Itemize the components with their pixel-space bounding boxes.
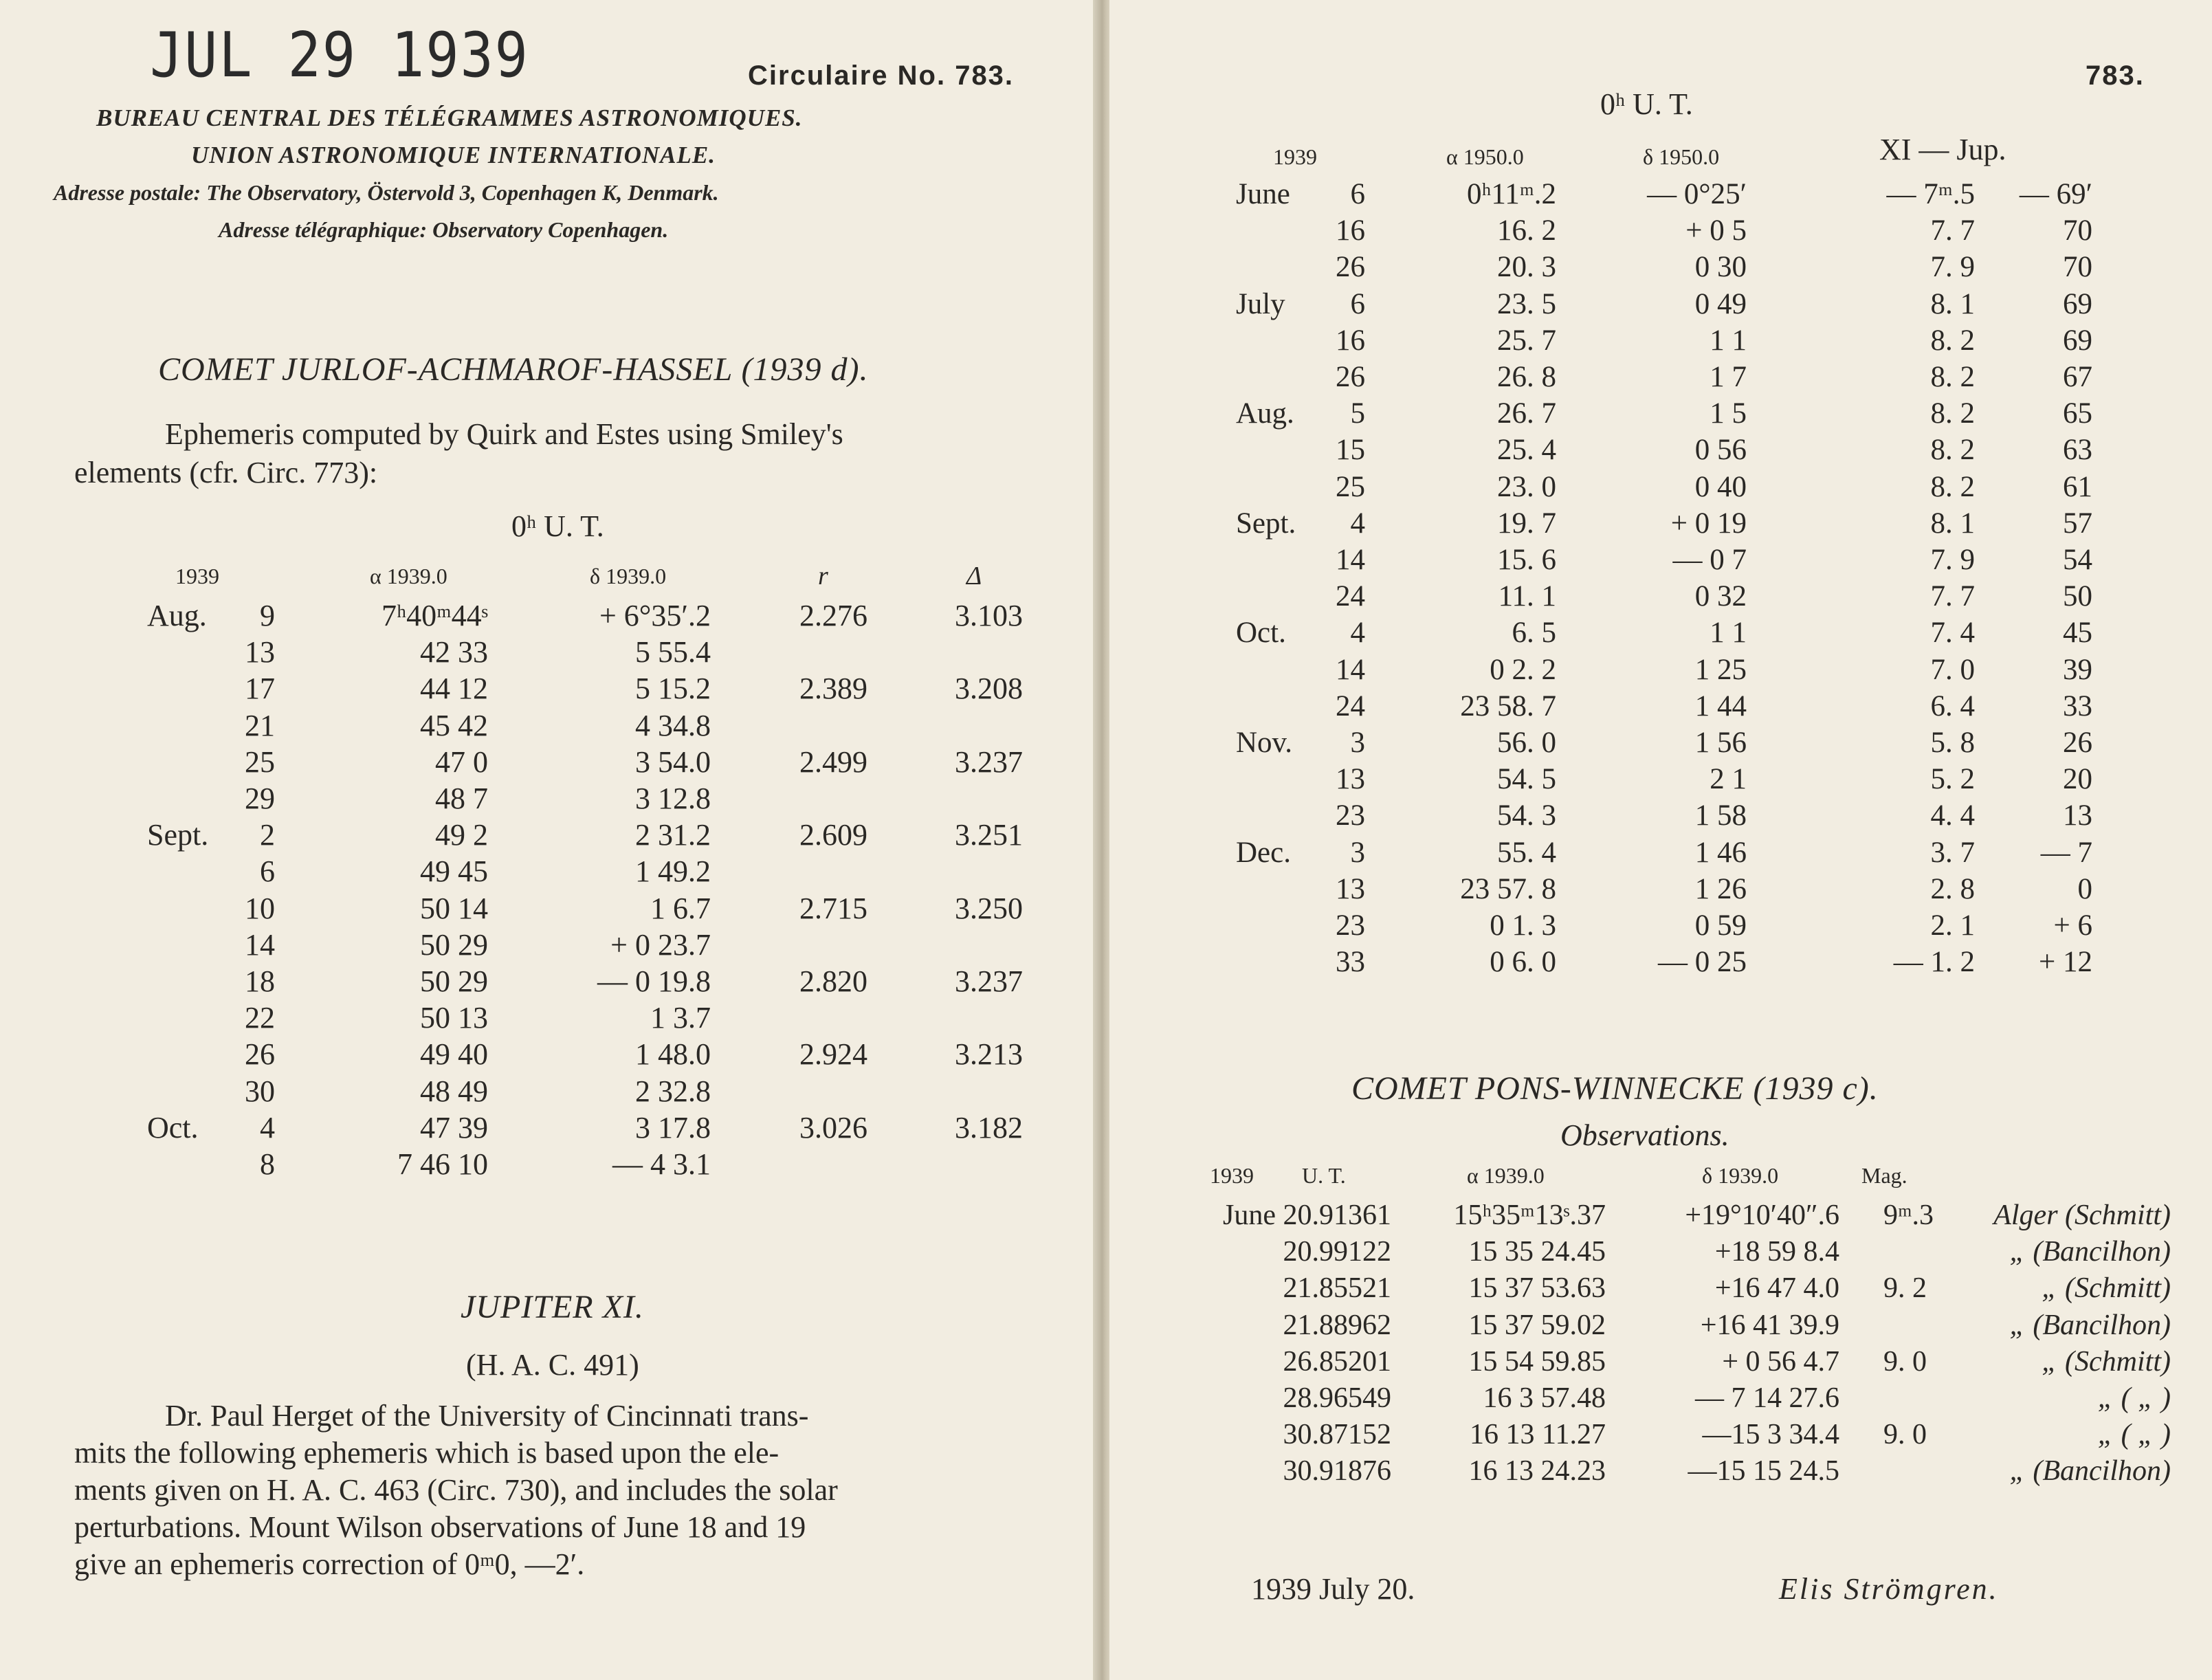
ephemeris-cell-ra: 49 2	[435, 818, 488, 852]
ephemeris-cell-ra: 48 7	[435, 782, 488, 815]
paragraph-line: Dr. Paul Herget of the University of Cincinnati trans-	[165, 1399, 809, 1433]
jupiter-ephemeris-cell-ra: 0 2. 2	[1490, 653, 1556, 686]
column-header-delta: Δ	[966, 562, 982, 590]
jupiter-ephemeris-cell-day: 14	[1336, 544, 1365, 576]
ephemeris-cell-ra: 50 13	[420, 1001, 488, 1035]
jupiter-ephemeris-cell-xi-ra: 7. 7	[1930, 580, 1975, 613]
jupiter-ephemeris-cell-dec: 1 5	[1710, 397, 1747, 430]
jupiter-ephemeris-cell-xi-dec: 69	[2063, 287, 2092, 320]
observation-cell-dec: —15 15 24.5	[1688, 1455, 1839, 1488]
ephemeris-cell-ra: 42 33	[420, 635, 488, 670]
jupiter-ephemeris-cell-dec: 0 49	[1694, 287, 1747, 320]
ephemeris-cell-ra: 45 42	[420, 708, 488, 742]
observation-cell-dec: +19°10′40″.6	[1685, 1200, 1839, 1231]
jupiter-ephemeris-cell-ra: 19. 7	[1497, 507, 1556, 540]
jupiter-ephemeris-cell-ra: 25. 4	[1497, 434, 1556, 467]
jupiter-ephemeris-cell-xi-ra: — 7ᵐ.5	[1886, 178, 1975, 210]
intro-line: elements (cfr. Circ. 773):	[74, 456, 378, 489]
observation-cell-observer: „ (Bancilhon)	[2009, 1309, 2171, 1341]
ephemeris-cell-ra: 47 39	[420, 1110, 488, 1145]
hac-reference: (H. A. C. 491)	[466, 1348, 639, 1382]
ephemeris-cell-ra: 7 46 10	[397, 1147, 488, 1181]
ephemeris-cell-day: 14	[245, 927, 275, 962]
obs-header-year: 1939	[1210, 1163, 1254, 1188]
jupiter-ephemeris-cell-xi-dec: + 12	[2038, 946, 2092, 979]
ephemeris-cell-dec: — 4 3.1	[612, 1147, 711, 1181]
jupiter-ephemeris-cell-xi-ra: 7. 9	[1930, 544, 1975, 576]
ephemeris-cell-ra: 50 29	[420, 927, 488, 962]
ephemeris-cell-day: 25	[245, 744, 275, 779]
jupiter-ephemeris-cell-day: 25	[1336, 470, 1365, 503]
jupiter-ephemeris-cell-dec: — 0 7	[1672, 544, 1747, 576]
observation-cell-observer: „ ( „ )	[2097, 1419, 2171, 1451]
jupiter-ephemeris-cell-xi-dec: 26	[2063, 727, 2092, 759]
ephemeris-cell-delta: 3.251	[955, 818, 1023, 852]
jupiter-ephemeris-cell-xi-dec: 57	[2063, 507, 2092, 540]
jupiter-ephemeris-cell-xi-dec: 13	[2063, 799, 2092, 832]
jupiter-ephemeris-cell-month: Aug.	[1236, 397, 1294, 430]
right-page	[1109, 0, 2212, 1680]
jupiter-ephemeris-cell-day: 26	[1336, 361, 1365, 393]
jupiter-ephemeris-cell-xi-dec: 39	[2063, 653, 2092, 686]
date-stamp: JUL 29 1939	[150, 19, 529, 91]
circular-number: Circulaire No. 783.	[748, 60, 1015, 91]
jupiter-ephemeris-cell-dec: 0 40	[1694, 470, 1747, 503]
observation-cell-ra: 15 37 53.63	[1468, 1272, 1606, 1305]
observation-cell-observer: „ (Schmitt)	[2042, 1345, 2171, 1378]
ephemeris-cell-dec: 5 15.2	[635, 672, 711, 706]
column-header-xi-jup: XI — Jup.	[1879, 133, 2006, 166]
jupiter-ephemeris-cell-dec: 2 1	[1710, 763, 1747, 796]
jupiter-ephemeris-cell-xi-dec: — 7	[2040, 836, 2092, 869]
ephemeris-cell-r: 2.820	[799, 964, 867, 998]
jupiter-title: JUPITER XI.	[461, 1289, 644, 1325]
jupiter-ephemeris-cell-ra: 11. 1	[1498, 580, 1556, 613]
jupiter-ephemeris-cell-month: Nov.	[1236, 727, 1293, 759]
paragraph-line: give an ephemeris correction of 0ᵐ0, —2′.	[74, 1547, 585, 1581]
ephemeris-cell-ra: 49 45	[420, 854, 488, 889]
jupiter-ephemeris-cell-xi-ra: 5. 8	[1930, 727, 1975, 759]
ephemeris-cell-ra: 50 14	[420, 891, 488, 925]
ephemeris-cell-dec: 1 3.7	[650, 1001, 711, 1035]
jupiter-ephemeris-cell-xi-ra: 6. 4	[1930, 689, 1975, 722]
jupiter-ephemeris-cell-dec: 0 59	[1694, 909, 1747, 942]
jupiter-ephemeris-cell-xi-ra: 8. 2	[1930, 324, 1975, 357]
jupiter-ephemeris-cell-xi-dec: 70	[2063, 251, 2092, 284]
observation-cell-date: 30.91876	[1283, 1455, 1391, 1488]
ephemeris-cell-r: 3.026	[799, 1110, 867, 1145]
observation-cell-dec: + 0 56 4.7	[1722, 1345, 1839, 1378]
ephemeris-cell-month: Oct.	[147, 1110, 199, 1145]
jupiter-ephemeris-cell-ra: 15. 6	[1497, 544, 1556, 576]
jupiter-ephemeris-cell-ra: 23. 0	[1497, 470, 1556, 503]
jupiter-ephemeris-cell-ra: 6. 5	[1512, 617, 1556, 650]
ephemeris-cell-ra: 50 29	[420, 964, 488, 998]
jupiter-ephemeris-cell-xi-dec: 54	[2063, 544, 2092, 576]
paragraph-line: mits the following ephemeris which is based upon the ele-	[74, 1436, 779, 1470]
ephemeris-cell-ra: 44 12	[420, 672, 488, 706]
ephemeris-cell-delta: 3.237	[955, 964, 1023, 998]
jupiter-ephemeris-cell-day: 6	[1350, 178, 1365, 210]
comet-title: COMET JURLOF-ACHMAROF-HASSEL (1939 d).	[158, 351, 869, 388]
ephemeris-cell-ra: 48 49	[420, 1074, 488, 1108]
jupiter-ephemeris-cell-dec: + 0 19	[1670, 507, 1747, 540]
column-header-dec: δ 1950.0	[1643, 144, 1720, 169]
jupiter-ephemeris-cell-xi-ra: 8. 2	[1930, 361, 1975, 393]
observation-cell-dec: — 7 14 27.6	[1695, 1382, 1839, 1414]
observation-cell-dec: +18 59 8.4	[1714, 1236, 1839, 1268]
ephemeris-cell-delta: 3.103	[955, 599, 1023, 632]
ephemeris-cell-delta: 3.237	[955, 744, 1023, 779]
jupiter-ephemeris-cell-ra: 25. 7	[1497, 324, 1556, 357]
page-number: 783.	[2086, 60, 2145, 91]
jupiter-ephemeris-cell-day: 4	[1350, 617, 1365, 650]
observation-cell-observer: „ (Bancilhon)	[2009, 1455, 2171, 1488]
ephemeris-cell-dec: 4 34.8	[635, 708, 711, 742]
jupiter-ephemeris-cell-day: 24	[1336, 580, 1365, 613]
jupiter-ephemeris-cell-month: Oct.	[1236, 617, 1286, 650]
jupiter-ephemeris-cell-xi-dec: 45	[2063, 617, 2092, 650]
jupiter-ephemeris-cell-xi-ra: 8. 1	[1930, 507, 1975, 540]
jupiter-ephemeris-cell-xi-ra: 4. 4	[1930, 799, 1975, 832]
jupiter-ephemeris-cell-month: June	[1236, 178, 1290, 210]
column-header-r: r	[818, 562, 828, 590]
telegraphic-address: Adresse télégraphique: Observatory Copenhagen.	[219, 217, 669, 242]
observation-cell-ra: 16 3 57.48	[1483, 1382, 1606, 1414]
jupiter-ephemeris-cell-xi-dec: 69	[2063, 324, 2092, 357]
jupiter-ephemeris-cell-ra: 0 6. 0	[1490, 946, 1556, 979]
jupiter-ephemeris-cell-day: 3	[1350, 836, 1365, 869]
observation-cell-mag: 9. 0	[1883, 1419, 1927, 1451]
ephemeris-cell-day: 8	[260, 1147, 275, 1181]
jupiter-ephemeris-cell-xi-ra: 8. 2	[1930, 397, 1975, 430]
obs-header-ut: U. T.	[1302, 1163, 1346, 1188]
column-header-ra: α 1950.0	[1446, 144, 1524, 169]
ephemeris-cell-dec: 3 12.8	[635, 782, 711, 815]
observation-cell-ra: 16 13 24.23	[1468, 1455, 1606, 1488]
jupiter-ephemeris-cell-day: 4	[1350, 507, 1365, 540]
jupiter-ephemeris-cell-dec: 1 58	[1694, 799, 1747, 832]
observation-cell-date: 30.87152	[1283, 1419, 1391, 1451]
ephemeris-cell-dec: 3 17.8	[635, 1110, 711, 1145]
ephemeris-cell-r: 2.499	[799, 744, 867, 779]
jupiter-ephemeris-cell-dec: 0 32	[1694, 580, 1747, 613]
jupiter-ephemeris-cell-xi-ra: 7. 4	[1930, 617, 1975, 650]
jupiter-ephemeris-cell-ra: 20. 3	[1497, 251, 1556, 284]
column-header-ra: α 1939.0	[370, 564, 447, 588]
signature: Elis Strömgren.	[1779, 1572, 1999, 1606]
ephemeris-cell-day: 13	[245, 635, 275, 670]
jupiter-ephemeris-cell-ra: 56. 0	[1497, 727, 1556, 759]
column-header-dec: δ 1939.0	[590, 564, 667, 588]
ephemeris-cell-dec: 1 49.2	[635, 854, 711, 889]
ut-label: 0ʰ U. T.	[511, 509, 604, 543]
jupiter-ephemeris-cell-month: Dec.	[1236, 836, 1291, 869]
jupiter-ephemeris-cell-dec: 1 25	[1694, 653, 1747, 686]
jupiter-ephemeris-cell-xi-ra: 8. 2	[1930, 470, 1975, 503]
jupiter-ephemeris-cell-xi-ra: 3. 7	[1930, 836, 1975, 869]
jupiter-ephemeris-cell-day: 5	[1350, 397, 1365, 430]
ephemeris-cell-delta: 3.182	[955, 1110, 1023, 1145]
jupiter-ephemeris-cell-month: Sept.	[1236, 507, 1296, 540]
jupiter-ephemeris-cell-day: 16	[1336, 214, 1365, 247]
jupiter-ephemeris-cell-day: 3	[1350, 727, 1365, 759]
jupiter-ephemeris-cell-ra: 0 1. 3	[1490, 909, 1556, 942]
postal-address: Adresse postale: The Observatory, Östervold 3, Copenhagen K, Denmark.	[54, 180, 719, 205]
observation-cell-ra: 16 13 11.27	[1470, 1419, 1606, 1451]
paragraph-line: perturbations. Mount Wilson observations of June 18 and 19	[74, 1510, 806, 1544]
ephemeris-cell-dec: + 0 23.7	[610, 927, 711, 962]
jupiter-ephemeris-cell-day: 26	[1336, 251, 1365, 284]
observation-cell-date: 21.88962	[1283, 1309, 1391, 1341]
jupiter-ephemeris-cell-day: 23	[1336, 909, 1365, 942]
ephemeris-cell-month: Sept.	[147, 818, 209, 852]
jupiter-ephemeris-cell-xi-dec: — 69′	[2019, 178, 2092, 210]
left-page	[0, 0, 1097, 1680]
jupiter-ephemeris-cell-day: 24	[1336, 689, 1365, 722]
ephemeris-cell-delta: 3.208	[955, 672, 1023, 706]
jupiter-ephemeris-cell-xi-ra: 7. 7	[1930, 214, 1975, 247]
ephemeris-cell-dec: 2 31.2	[635, 818, 711, 852]
jupiter-ephemeris-cell-day: 33	[1336, 946, 1365, 979]
ephemeris-cell-ra: 49 40	[420, 1037, 488, 1072]
jupiter-ephemeris-cell-xi-ra: 8. 2	[1930, 434, 1975, 467]
jupiter-ephemeris-cell-dec: — 0°25′	[1647, 178, 1747, 210]
obs-header-mag: Mag.	[1861, 1163, 1907, 1188]
jupiter-ephemeris-cell-dec: 1 44	[1694, 689, 1747, 722]
ephemeris-cell-day: 17	[245, 672, 275, 706]
observation-cell-observer: „ (Schmitt)	[2042, 1272, 2171, 1305]
ephemeris-cell-day: 9	[260, 599, 275, 632]
jupiter-ephemeris-cell-day: 16	[1336, 324, 1365, 357]
column-header-year: 1939	[175, 564, 219, 588]
ephemeris-cell-ra: 7ʰ40ᵐ44ˢ	[381, 599, 488, 632]
ephemeris-cell-dec: 1 48.0	[635, 1037, 711, 1072]
ephemeris-cell-dec: + 6°35′.2	[599, 599, 711, 632]
observation-cell-ra: 15 35 24.45	[1468, 1236, 1606, 1268]
jupiter-ephemeris-cell-xi-dec: 61	[2063, 470, 2092, 503]
jupiter-ephemeris-cell-xi-dec: 0	[2077, 872, 2092, 905]
jupiter-ephemeris-cell-day: 23	[1336, 799, 1365, 832]
jupiter-ephemeris-cell-xi-dec: 65	[2063, 397, 2092, 430]
observation-cell-date: 28.96549	[1283, 1382, 1391, 1414]
observation-cell-date: 26.85201	[1283, 1345, 1391, 1378]
ephemeris-cell-day: 6	[260, 854, 275, 889]
intro-line: Ephemeris computed by Quirk and Estes using Smiley's	[165, 417, 843, 451]
jupiter-ephemeris-cell-xi-ra: 7. 9	[1930, 251, 1975, 284]
observation-cell-dec: +16 47 4.0	[1714, 1272, 1839, 1305]
jupiter-ephemeris-cell-xi-dec: 20	[2063, 763, 2092, 796]
ephemeris-cell-day: 2	[260, 818, 275, 852]
ephemeris-cell-r: 2.389	[799, 672, 867, 706]
bureau-header: BUREAU CENTRAL DES TÉLÉGRAMMES ASTRONOMIQUES.	[96, 104, 803, 131]
jupiter-ephemeris-cell-dec: 1 1	[1710, 617, 1747, 650]
jupiter-ephemeris-cell-ra: 26. 8	[1497, 361, 1556, 393]
obs-header-ra: α 1939.0	[1467, 1163, 1545, 1188]
jupiter-ephemeris-cell-day: 13	[1336, 872, 1365, 905]
observation-cell-date: 20.99122	[1283, 1236, 1391, 1268]
jupiter-ephemeris-cell-day: 15	[1336, 434, 1365, 467]
ephemeris-cell-month: Aug.	[147, 599, 207, 632]
ephemeris-cell-day: 18	[245, 964, 275, 998]
jupiter-ephemeris-cell-dec: 1 46	[1694, 836, 1747, 869]
observation-cell-mag: 9ᵐ.3	[1883, 1200, 1934, 1231]
ephemeris-cell-dec: 3 54.0	[635, 744, 711, 779]
ephemeris-cell-ra: 47 0	[435, 744, 488, 779]
ephemeris-cell-day: 10	[245, 891, 275, 925]
jupiter-ephemeris-cell-ra: 26. 7	[1497, 397, 1556, 430]
jupiter-ephemeris-cell-xi-dec: 67	[2063, 361, 2092, 393]
comet-title: COMET PONS-WINNECKE (1939 c).	[1351, 1070, 1879, 1107]
observation-cell-ra: 15 54 59.85	[1468, 1345, 1606, 1378]
jupiter-ephemeris-cell-xi-dec: 70	[2063, 214, 2092, 247]
ephemeris-cell-day: 29	[245, 782, 275, 815]
ephemeris-cell-dec: 1 6.7	[650, 891, 711, 925]
jupiter-ephemeris-cell-dec: 0 56	[1694, 434, 1747, 467]
union-header: UNION ASTRONOMIQUE INTERNATIONALE.	[191, 142, 716, 168]
jupiter-ephemeris-cell-ra: 23. 5	[1497, 287, 1556, 320]
ephemeris-cell-day: 21	[245, 708, 275, 742]
observations-label: Observations.	[1560, 1118, 1729, 1152]
jupiter-ephemeris-cell-xi-ra: 7. 0	[1930, 653, 1975, 686]
observation-cell-observer: „ (Bancilhon)	[2009, 1236, 2171, 1268]
observation-cell-date: June 20.91361	[1223, 1200, 1391, 1231]
jupiter-ephemeris-cell-xi-dec: 63	[2063, 434, 2092, 467]
jupiter-ephemeris-cell-ra: 55. 4	[1497, 836, 1556, 869]
jupiter-ephemeris-cell-dec: 0 30	[1694, 251, 1747, 284]
observation-cell-observer: „ ( „ )	[2097, 1382, 2171, 1414]
observation-cell-ra: 15 37 59.02	[1468, 1309, 1606, 1341]
jupiter-ephemeris-cell-dec: 1 1	[1710, 324, 1747, 357]
jupiter-ephemeris-cell-xi-ra: — 1. 2	[1893, 946, 1975, 979]
ephemeris-cell-day: 26	[245, 1037, 275, 1072]
jupiter-ephemeris-cell-xi-ra: 2. 1	[1930, 909, 1975, 942]
obs-header-dec: δ 1939.0	[1702, 1163, 1779, 1188]
jupiter-ephemeris-cell-xi-ra: 5. 2	[1930, 763, 1975, 796]
ephemeris-cell-day: 4	[260, 1110, 275, 1145]
ephemeris-cell-r: 2.924	[799, 1037, 867, 1072]
observation-cell-dec: +16 41 39.9	[1700, 1309, 1839, 1341]
jupiter-ephemeris-cell-day: 14	[1336, 653, 1365, 686]
ephemeris-cell-delta: 3.250	[955, 891, 1023, 925]
ephemeris-cell-r: 2.715	[799, 891, 867, 925]
jupiter-ephemeris-cell-xi-ra: 8. 1	[1930, 287, 1975, 320]
jupiter-ephemeris-cell-xi-dec: + 6	[2053, 909, 2092, 942]
observation-cell-date: 21.85521	[1283, 1272, 1391, 1305]
ephemeris-cell-dec: — 0 19.8	[597, 964, 711, 998]
jupiter-ephemeris-cell-day: 13	[1336, 763, 1365, 796]
column-header-year: 1939	[1273, 144, 1317, 169]
ephemeris-cell-r: 2.609	[799, 818, 867, 852]
observation-cell-dec: —15 3 34.4	[1702, 1419, 1839, 1451]
jupiter-ephemeris-cell-xi-dec: 50	[2063, 580, 2092, 613]
jupiter-ephemeris-cell-ra: 23 58. 7	[1460, 689, 1556, 722]
ephemeris-cell-dec: 2 32.8	[635, 1074, 711, 1108]
jupiter-ephemeris-cell-dec: + 0 5	[1685, 214, 1747, 247]
jupiter-ephemeris-cell-ra: 23 57. 8	[1460, 872, 1556, 905]
jupiter-ephemeris-cell-day: 6	[1350, 287, 1365, 320]
jupiter-ephemeris-cell-dec: 1 26	[1694, 872, 1747, 905]
jupiter-ephemeris-cell-ra: 16. 2	[1497, 214, 1556, 247]
jupiter-ephemeris-cell-ra: 54. 3	[1497, 799, 1556, 832]
observation-cell-mag: 9. 0	[1883, 1345, 1927, 1378]
date-line: 1939 July 20.	[1251, 1572, 1415, 1606]
ephemeris-cell-r: 2.276	[799, 599, 867, 632]
observation-cell-ra: 15ʰ35ᵐ13ˢ.37	[1453, 1200, 1606, 1231]
observation-cell-observer: Alger (Schmitt)	[1993, 1200, 2171, 1231]
ut-label: 0ʰ U. T.	[1600, 87, 1693, 121]
observation-cell-mag: 9. 2	[1883, 1272, 1927, 1305]
jupiter-ephemeris-cell-month: July	[1236, 287, 1285, 320]
paragraph-line: ments given on H. A. C. 463 (Circ. 730), and includes the solar	[74, 1473, 838, 1507]
ephemeris-cell-delta: 3.213	[955, 1037, 1023, 1072]
jupiter-ephemeris-cell-dec: — 0 25	[1658, 946, 1747, 979]
ephemeris-cell-dec: 5 55.4	[635, 635, 711, 670]
jupiter-ephemeris-cell-dec: 1 56	[1694, 727, 1747, 759]
jupiter-ephemeris-cell-ra: 0ʰ11ᵐ.2	[1467, 178, 1556, 210]
jupiter-ephemeris-cell-dec: 1 7	[1710, 361, 1747, 393]
ephemeris-cell-day: 30	[245, 1074, 275, 1108]
jupiter-ephemeris-cell-xi-ra: 2. 8	[1930, 872, 1975, 905]
jupiter-ephemeris-cell-xi-dec: 33	[2063, 689, 2092, 722]
ephemeris-cell-day: 22	[245, 1001, 275, 1035]
jupiter-ephemeris-cell-ra: 54. 5	[1497, 763, 1556, 796]
